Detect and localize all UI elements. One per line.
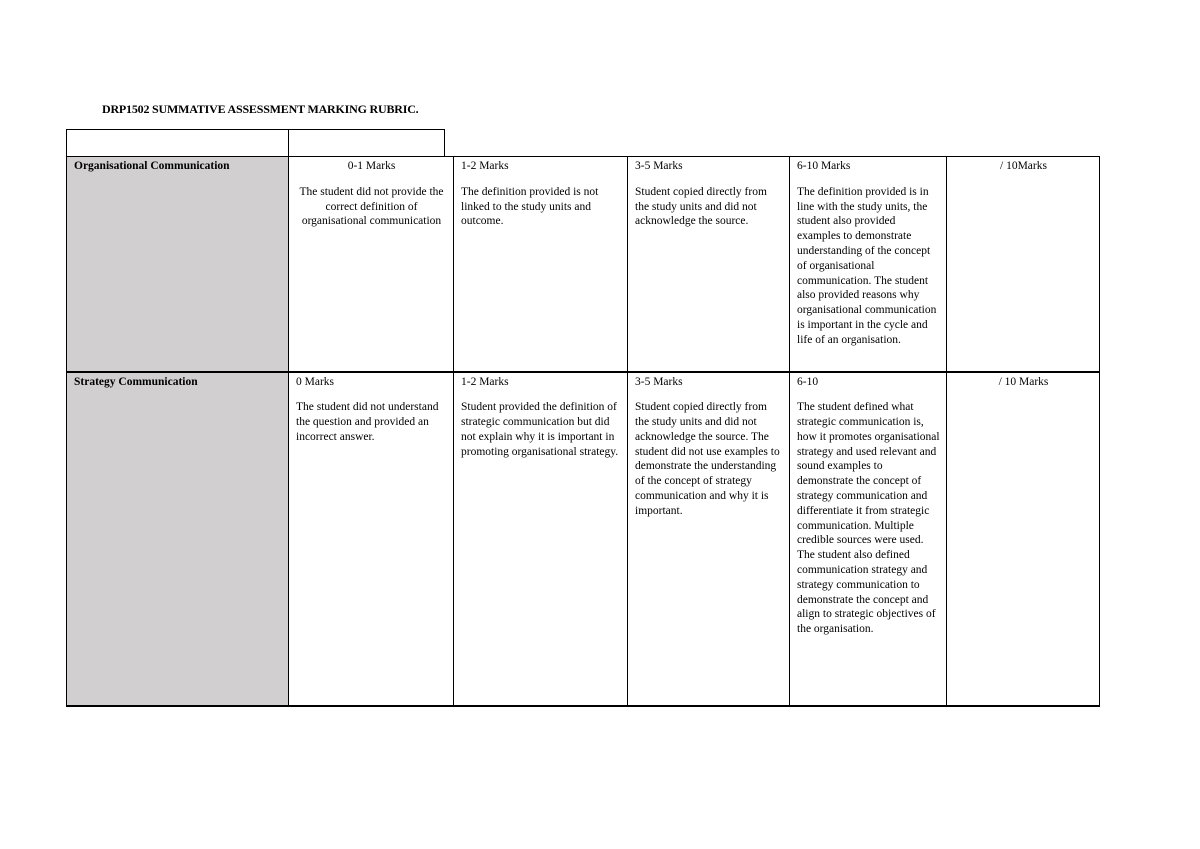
band-label: 0 Marks bbox=[296, 375, 335, 388]
band-label: 1-2 Marks bbox=[461, 375, 509, 388]
band-label: 3-5 Marks bbox=[635, 375, 683, 388]
band-label: 1-2 Marks bbox=[461, 160, 509, 172]
band-cell bbox=[454, 372, 628, 706]
total-marks: / 10Marks bbox=[1000, 160, 1047, 172]
band-description: The definition provided is not linked to the study units and outcome. bbox=[461, 185, 599, 228]
rubric-row-strategy-communication bbox=[67, 372, 1100, 706]
band-description: The definition provided is in line with the study units, the student also provided examples to demonstrate understanding of the concept of organisational communication. The student also provided reasons why organisational communication is important in the cycle and life of an organisation. bbox=[797, 185, 937, 346]
total-marks: / 10 Marks bbox=[998, 375, 1049, 388]
criterion-cell bbox=[67, 157, 289, 372]
band-cell bbox=[628, 157, 790, 372]
band-description: The student did not provide the correct definition of organisational communication bbox=[299, 185, 444, 228]
band-description: The student defined what strategic communication is, how it promotes organisational strategy and used relevant and sound examples to demonstrate the concept of strategy communication and differentiate it from strategic communication. Multiple credible sources were used. The student also defined communication strategy and strategy communication to demonstrate the concept and align to strategic objectives of the organisation. bbox=[797, 401, 940, 636]
band-description: Student copied directly from the study units and did not acknowledge the source. The student did not use examples to demonstrate the understanding of the concept of strategy communication and why it is important. bbox=[635, 401, 780, 517]
criterion-label: Strategy Communication bbox=[74, 375, 198, 388]
band-cell bbox=[289, 372, 454, 706]
header-blank-cells bbox=[66, 129, 445, 156]
band-label: 3-5 Marks bbox=[635, 160, 683, 172]
band-cell bbox=[790, 157, 947, 372]
rubric-row-organisational-communication bbox=[67, 157, 1100, 372]
band-cell bbox=[454, 157, 628, 372]
band-label: 6-10 bbox=[797, 375, 819, 388]
marking-rubric-table bbox=[66, 156, 1100, 707]
band-label: 6-10 Marks bbox=[797, 160, 851, 172]
page-title: DRP1502 SUMMATIVE ASSESSMENT MARKING RUBRIC. bbox=[102, 102, 419, 116]
band-cell bbox=[628, 372, 790, 706]
band-description: Student provided the definition of strategic communication but did not explain why it is important in promoting organisational strategy. bbox=[461, 401, 619, 458]
band-cell bbox=[289, 157, 454, 372]
criterion-cell bbox=[67, 372, 289, 706]
header-cell-divider bbox=[288, 130, 289, 156]
band-description: The student did not understand the question and provided an incorrect answer. bbox=[296, 401, 439, 443]
total-marks-cell bbox=[947, 157, 1100, 372]
criterion-label: Organisational Communication bbox=[74, 160, 230, 172]
total-marks-cell bbox=[947, 372, 1100, 706]
band-description: Student copied directly from the study units and did not acknowledge the source. bbox=[635, 185, 767, 228]
band-label: 0-1 Marks bbox=[347, 160, 396, 172]
band-cell bbox=[790, 372, 947, 706]
